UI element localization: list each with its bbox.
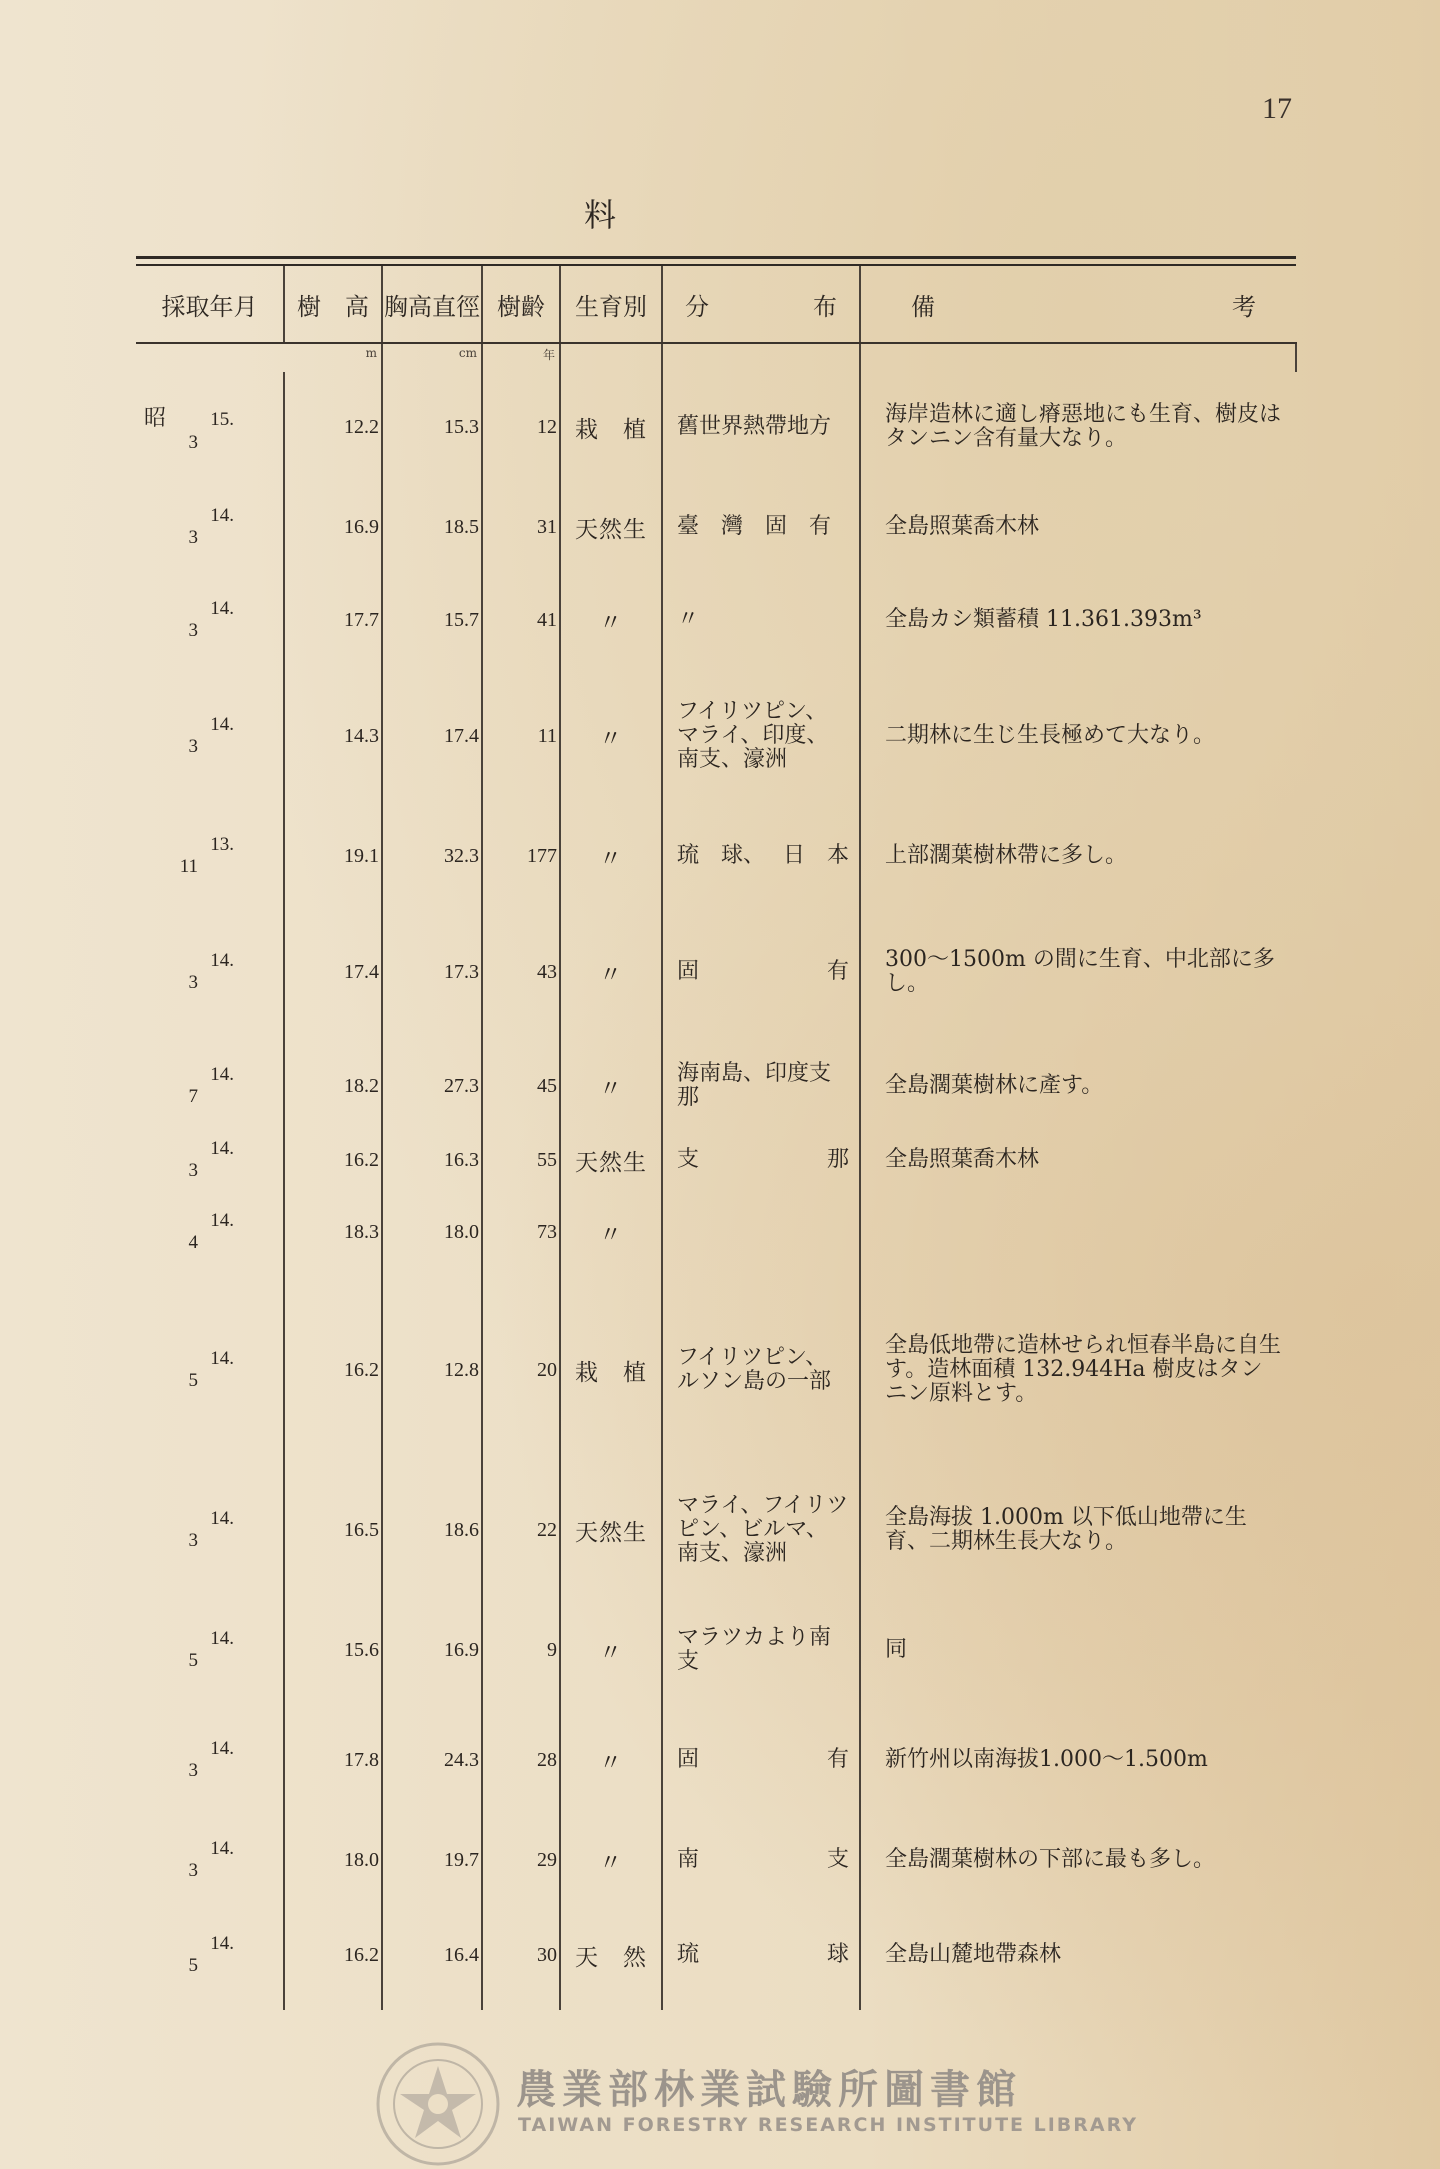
cell-growth: 〃 — [560, 908, 662, 1036]
cell-date — [136, 1184, 284, 1280]
cell-remarks: 全島濶葉樹林の下部に最も多し。 — [885, 1847, 1216, 1872]
table-row — [136, 1036, 1296, 1136]
cell-year: 14. — [210, 1210, 234, 1231]
cell-dbh: 18.0 — [382, 1184, 482, 1280]
cell-remarks: 二期林に生じ生長極めて大なり。 — [885, 723, 1216, 748]
cell-month: 3 — [188, 620, 198, 641]
cell-height: 18.3 — [284, 1184, 382, 1280]
unit-dbh: cm — [382, 343, 482, 372]
cell-height: 16.5 — [284, 1460, 382, 1600]
cell-date — [136, 1460, 284, 1600]
cell-height: 17.8 — [284, 1700, 382, 1820]
cell-growth: 天然生 — [560, 1136, 662, 1184]
cell-distribution — [662, 1900, 860, 2010]
cell-age: 177 — [482, 804, 560, 908]
cell-age: 30 — [482, 1900, 560, 2010]
header-distribution-b: 布 — [813, 292, 837, 321]
cell-age: 31 — [482, 482, 560, 572]
top-rule-thick — [136, 256, 1296, 259]
table-row — [136, 1460, 1296, 1600]
header-distribution-a: 分 — [685, 292, 709, 321]
cell-dbh: 18.6 — [382, 1460, 482, 1600]
cell-dbh: 12.8 — [382, 1280, 482, 1460]
cell-age: 41 — [482, 572, 560, 668]
table-row — [136, 572, 1296, 668]
cell-remarks: 全島照葉喬木林 — [885, 1147, 1040, 1172]
cell-month: 3 — [188, 972, 198, 993]
cell-year: 14. — [210, 505, 234, 526]
cell-distribution-b: 有 — [826, 1747, 849, 1772]
cell-distribution — [662, 908, 860, 1036]
table-header-row — [136, 266, 1296, 343]
header-height: 樹 高 — [284, 266, 382, 343]
cell-distribution-text: マラツカより南支 — [677, 1625, 832, 1674]
cell-month: 5 — [188, 1650, 198, 1671]
cell-remarks: 300〜1500m の間に生育、中北部に多し。 — [885, 947, 1275, 996]
cell-year: 14. — [210, 1064, 234, 1085]
cell-distribution — [662, 1700, 860, 1820]
cell-dbh: 16.3 — [382, 1136, 482, 1184]
cell-growth: 〃 — [560, 572, 662, 668]
cell-month: 7 — [188, 1086, 198, 1107]
cell-month: 3 — [188, 736, 198, 757]
cell-distribution-b: 那 — [826, 1147, 849, 1172]
cell-growth: 〃 — [560, 1700, 662, 1820]
cell-month: 3 — [188, 1160, 198, 1181]
cell-distribution — [662, 1136, 860, 1184]
cell-growth: 栽 植 — [560, 372, 662, 482]
cell-dbh: 16.4 — [382, 1900, 482, 2010]
cell-date — [136, 1600, 284, 1700]
cell-date — [136, 1820, 284, 1900]
cell-age: 11 — [482, 668, 560, 804]
cell-date — [136, 1036, 284, 1136]
cell-month: 3 — [188, 1760, 198, 1781]
library-name: 農業部林業試驗所圖書館 — [516, 2067, 1022, 2113]
cell-distribution — [662, 1036, 860, 1136]
cell-age: 12 — [482, 372, 560, 482]
cell-date — [136, 1280, 284, 1460]
cell-month: 11 — [179, 856, 198, 877]
cell-year: 15. — [210, 408, 234, 430]
cell-growth: 天 然 — [560, 1900, 662, 2010]
cell-distribution-text: 舊世界熱帶地方 — [677, 414, 832, 439]
cell-height: 18.2 — [284, 1036, 382, 1136]
cell-month: 3 — [188, 1860, 198, 1881]
cell-age: 9 — [482, 1600, 560, 1700]
cell-month: 5 — [188, 1370, 198, 1391]
cell-dbh: 15.7 — [382, 572, 482, 668]
cell-distribution — [662, 572, 860, 668]
cell-height: 16.9 — [284, 482, 382, 572]
cell-year: 14. — [210, 598, 234, 619]
cell-dbh: 16.9 — [382, 1600, 482, 1700]
cell-date — [136, 482, 284, 572]
table-row — [136, 908, 1296, 1036]
cell-date — [136, 804, 284, 908]
header-remarks-a: 備 — [911, 292, 935, 321]
cell-remarks: 全島濶葉樹林に產す。 — [885, 1073, 1104, 1098]
cell-date — [136, 1700, 284, 1820]
cell-date — [136, 372, 284, 482]
cell-height: 19.1 — [284, 804, 382, 908]
cell-dbh: 24.3 — [382, 1700, 482, 1820]
cell-date — [136, 908, 284, 1036]
cell-age: 28 — [482, 1700, 560, 1820]
cell-distribution-a: 支 — [677, 1147, 700, 1172]
cell-age: 43 — [482, 908, 560, 1036]
cell-distribution — [662, 482, 860, 572]
cell-year: 14. — [210, 950, 234, 971]
header-remarks — [860, 266, 1296, 343]
table-row — [136, 1600, 1296, 1700]
cell-distribution-text: フイリツピン、ルソン島の一部 — [677, 1345, 832, 1394]
cell-remarks — [860, 1184, 1296, 1280]
table-row — [136, 482, 1296, 572]
cell-dbh: 27.3 — [382, 1036, 482, 1136]
cell-height: 17.4 — [284, 908, 382, 1036]
cell-distribution-a: 琉 球、 — [677, 843, 766, 868]
cell-date — [136, 1900, 284, 2010]
cell-distribution-text: 〃 — [677, 607, 700, 632]
cell-date — [136, 668, 284, 804]
cell-distribution-a: 南 — [677, 1847, 700, 1872]
table-row — [136, 372, 1296, 482]
cell-year: 14. — [210, 1508, 234, 1529]
cell-month: 5 — [188, 1955, 198, 1976]
cell-growth: 天然生 — [560, 1460, 662, 1600]
cell-year: 14. — [210, 714, 234, 735]
cell-height: 14.3 — [284, 668, 382, 804]
cell-distribution-a: 固 — [677, 1747, 700, 1772]
library-name-en: TAIWAN FORESTRY RESEARCH INSTITUTE LIBRARY — [518, 2114, 1138, 2136]
cell-year: 14. — [210, 1138, 234, 1159]
table-row — [136, 1184, 1296, 1280]
cell-distribution — [662, 1600, 860, 1700]
cell-height: 18.0 — [284, 1820, 382, 1900]
table-row — [136, 1900, 1296, 2010]
units-row — [136, 343, 1296, 372]
header-growth: 生育別 — [560, 266, 662, 343]
cell-remarks: 全島低地帶に造林せられ恒春半島に自生す。造林面積 132.944Ha 樹皮はタンニン原料とす。 — [885, 1333, 1282, 1406]
cell-dbh: 18.5 — [382, 482, 482, 572]
cell-distribution — [662, 668, 860, 804]
cell-age: 20 — [482, 1280, 560, 1460]
cell-date — [136, 1136, 284, 1184]
cell-distribution — [662, 1184, 860, 1280]
header-date: 採取年月 — [136, 266, 284, 343]
page-number: 17 — [1262, 92, 1292, 125]
cell-distribution-a: 琉 — [677, 1942, 700, 1967]
cell-dbh: 32.3 — [382, 804, 482, 908]
cell-distribution-text: フイリツピン、マライ、印度、南支、濠洲 — [677, 699, 829, 772]
cell-remarks: 全島照葉喬木林 — [885, 514, 1040, 539]
cell-growth: 〃 — [560, 668, 662, 804]
cell-remarks: 上部濶葉樹林帶に多し。 — [885, 843, 1128, 868]
cell-age: 45 — [482, 1036, 560, 1136]
cell-age: 55 — [482, 1136, 560, 1184]
cell-distribution-text: マライ、フイリツピン、ビルマ、南支、濠洲 — [677, 1493, 849, 1566]
unit-height: m — [284, 343, 382, 372]
cell-growth: 〃 — [560, 1600, 662, 1700]
cell-remarks: 新竹州以南海拔1.000〜1.500m — [885, 1747, 1208, 1772]
table-row — [136, 1820, 1296, 1900]
cell-month: 3 — [188, 431, 198, 453]
cell-height: 16.2 — [284, 1900, 382, 2010]
cell-month: 3 — [188, 527, 198, 548]
cell-age: 22 — [482, 1460, 560, 1600]
section-title: 料 — [584, 196, 617, 234]
cell-remarks: 同 — [885, 1637, 908, 1662]
cell-year: 14. — [210, 1738, 234, 1759]
cell-distribution — [662, 1460, 860, 1600]
cell-year: 14. — [210, 1348, 234, 1369]
unit-age: 年 — [482, 343, 560, 372]
cell-year: 14. — [210, 1838, 234, 1859]
cell-remarks: 全島海拔 1.000m 以下低山地帶に生育、二期林生長大なり。 — [885, 1505, 1247, 1554]
cell-remarks: 海岸造林に適し瘠惡地にも生育、樹皮はタンニン含有量大なり。 — [885, 402, 1282, 451]
specimen-table — [136, 266, 1297, 2010]
cell-dbh: 17.4 — [382, 668, 482, 804]
cell-age: 29 — [482, 1820, 560, 1900]
cell-distribution-b: 日 本 — [782, 843, 849, 868]
header-age: 樹齡 — [482, 266, 560, 343]
cell-distribution-text: 海南島、印度支那 — [677, 1061, 832, 1110]
header-remarks-b: 考 — [1232, 292, 1256, 321]
cell-distribution-text: 臺 灣 固 有 — [677, 514, 832, 539]
table-row — [136, 804, 1296, 908]
cell-distribution-b: 支 — [826, 1847, 849, 1872]
cell-distribution-b: 球 — [826, 1942, 849, 1967]
table-row — [136, 1280, 1296, 1460]
cell-height: 12.2 — [284, 372, 382, 482]
cell-era: 昭 — [144, 405, 167, 431]
cell-dbh: 19.7 — [382, 1820, 482, 1900]
cell-month: 4 — [188, 1232, 198, 1253]
cell-distribution-a: 固 — [677, 959, 700, 984]
cell-growth: 〃 — [560, 1184, 662, 1280]
table-row — [136, 668, 1296, 804]
cell-height: 17.7 — [284, 572, 382, 668]
cell-remarks: 全島山麓地帶森林 — [885, 1942, 1062, 1967]
cell-growth: 〃 — [560, 804, 662, 908]
cell-growth: 栽 植 — [560, 1280, 662, 1460]
cell-date — [136, 572, 284, 668]
cell-growth: 〃 — [560, 1036, 662, 1136]
cell-height: 16.2 — [284, 1280, 382, 1460]
cell-year: 14. — [210, 1933, 234, 1954]
cell-growth: 〃 — [560, 1820, 662, 1900]
header-distribution — [662, 266, 860, 343]
cell-distribution — [662, 372, 860, 482]
cell-growth: 天然生 — [560, 482, 662, 572]
cell-age: 73 — [482, 1184, 560, 1280]
cell-distribution — [662, 1820, 860, 1900]
cell-dbh: 15.3 — [382, 372, 482, 482]
cell-year: 14. — [210, 1628, 234, 1649]
cell-height: 15.6 — [284, 1600, 382, 1700]
institute-seal-logo — [374, 2040, 502, 2168]
cell-distribution — [662, 804, 860, 908]
table-row — [136, 1700, 1296, 1820]
cell-height: 16.2 — [284, 1136, 382, 1184]
cell-distribution-b: 有 — [826, 959, 849, 984]
table-row — [136, 1136, 1296, 1184]
header-dbh: 胸高直徑 — [382, 266, 482, 343]
cell-dbh: 17.3 — [382, 908, 482, 1036]
cell-month: 3 — [188, 1530, 198, 1551]
cell-year: 13. — [210, 834, 234, 855]
cell-remarks: 全島カシ類蓄積 11.361.393m³ — [885, 607, 1202, 632]
cell-distribution — [662, 1280, 860, 1460]
